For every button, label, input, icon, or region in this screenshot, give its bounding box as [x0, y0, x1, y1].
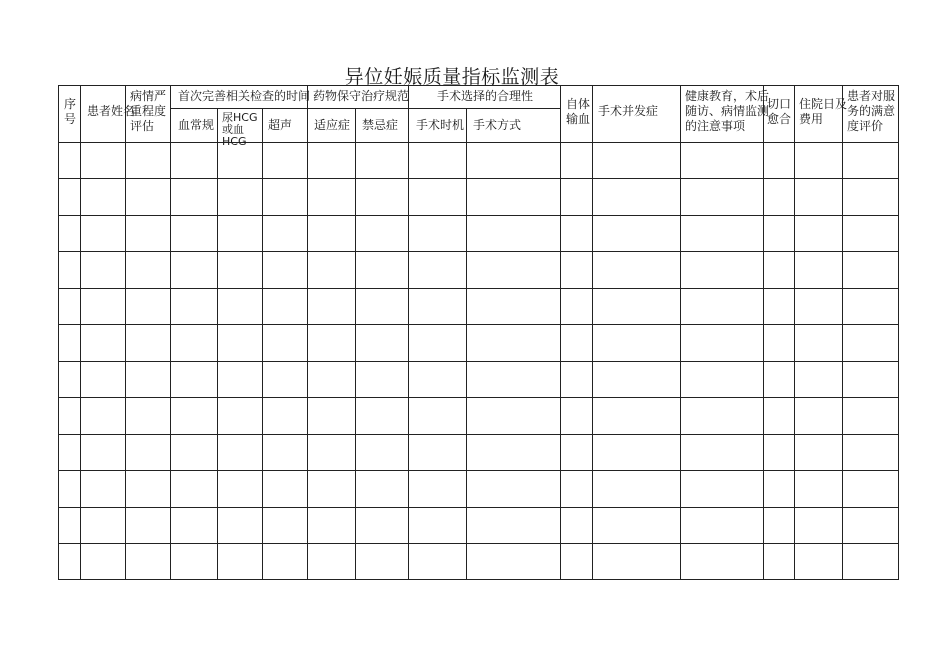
form-title: 异位妊娠质量指标监测表	[344, 66, 560, 88]
header-autologous-transfusion: 自体输血	[566, 97, 591, 126]
subheader-ultrasound: 超声	[268, 118, 293, 132]
header-complications: 手术并发症	[598, 104, 659, 118]
header-first-exam: 首次完善相关检查的时间	[178, 89, 311, 103]
header-surgery-choice: 手术选择的合理性	[437, 89, 534, 103]
header-satisfaction: 患者对服务的满意度评价	[847, 89, 896, 133]
subheader-surgery-method: 手术方式	[473, 118, 522, 132]
header-outcome: 切口愈合	[767, 97, 792, 126]
header-drug-therapy: 药物保守治疗规范	[313, 89, 410, 103]
subheader-indication: 适应症	[314, 118, 351, 132]
header-severity: 病情严重程度评估	[130, 89, 167, 133]
subheader-surgery-timing: 手术时机	[416, 118, 465, 132]
subheader-hcg: 尿HCG或血HCG	[222, 111, 258, 148]
subheader-blood-routine: 血常规	[178, 118, 215, 132]
header-seq: 序号	[64, 97, 77, 126]
header-patient-name: 患者姓名	[87, 104, 136, 118]
subheader-contraindication: 禁忌症	[362, 118, 399, 132]
header-stay-cost: 住院日及费用	[799, 97, 848, 126]
header-health-education: 健康教育，术后随访、病情监测的注意事项	[685, 89, 770, 133]
